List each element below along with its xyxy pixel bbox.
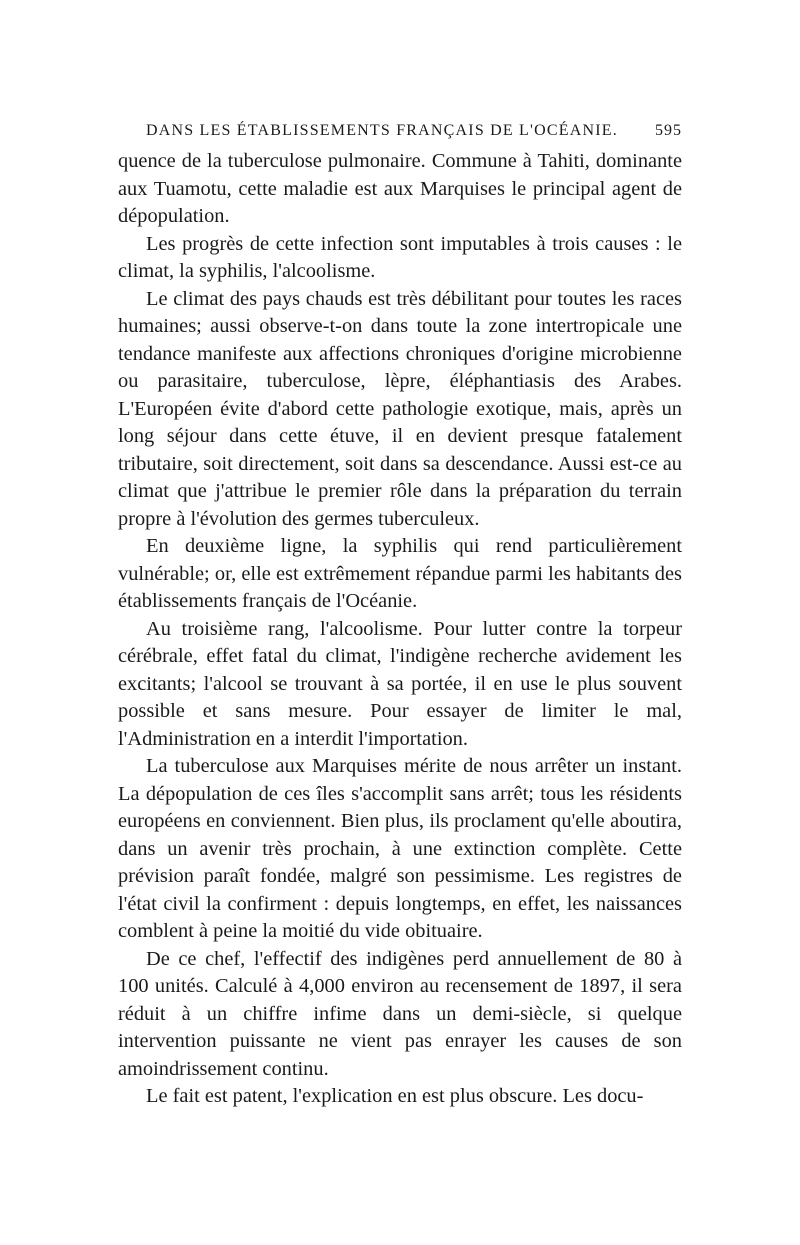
paragraph: De ce chef, l'effectif des indigènes perd annuellement de 80 à 100 unités. Calculé à 4,000 environ au recensement de 1897, il sera réduit à un chiffre infime dans un demi-siècle, si quelque intervention puissante ne vient pas enrayer les causes de son amoindrissement continu. xyxy=(118,947,682,1080)
paragraph: Le climat des pays chauds est très débilitant pour toutes les races humaines; aussi observe-t-on dans toute la zone intertropicale une tendance manifeste aux affections chroniques d'origine microbienne ou parasitaire, tuberculose, lèpre, éléphantiasis des Arabes. L'Européen évite d'abord cette pathologie exotique, mais, après un long séjour dans cette étuve, il en devient presque fatalement tributaire, soit directement, soit dans sa descendance. Aussi est-ce au climat que j'attribue le premier rôle dans la préparation du terrain propre à l'évolution des germes tuberculeux. xyxy=(118,287,682,530)
paragraph: Au troisième rang, l'alcoolisme. Pour lutter contre la torpeur cérébrale, effet fatal du climat, l'indigène recherche avidement les excitants; l'alcool se trouvant à sa portée, il en use le plus souvent possible et sans mesure. Pour essayer de limiter le mal, l'Administration en a interdit l'importation. xyxy=(118,617,682,750)
document-page xyxy=(118,118,682,1111)
paragraph: Les progrès de cette infection sont imputables à trois causes : le climat, la syphilis, l'alcoolisme. xyxy=(118,232,682,282)
body-text xyxy=(118,148,682,1111)
running-head-title: DANS LES ÉTABLISSEMENTS FRANÇAIS DE L'OCÉANIE. xyxy=(146,122,618,139)
page-number: 595 xyxy=(655,122,682,139)
paragraph: Le fait est patent, l'explication en est plus obscure. Les docu- xyxy=(146,1085,644,1107)
paragraph: La tuberculose aux Marquises mérite de nous arrêter un instant. La dépopulation de ces îles s'accomplit sans arrêt; tous les résidents européens en conviennent. Bien plus, ils proclament qu'elle aboutira, dans un avenir très prochain, à une extinction complète. Cette prévision paraît fondée, malgré son pessimisme. Les registres de l'état civil la confirment : depuis longtemps, en effet, les naissances comblent à peine la moitié du vide obituaire. xyxy=(118,755,682,942)
paragraph: En deuxième ligne, la syphilis qui rend particulièrement vulnérable; or, elle est extrêmement répandue parmi les habitants des établissements français de l'Océanie. xyxy=(118,535,682,612)
running-head xyxy=(118,118,682,148)
paragraph: quence de la tuberculose pulmonaire. Commune à Tahiti, dominante aux Tuamotu, cette maladie est aux Marquises le principal agent de dépopulation. xyxy=(118,150,682,227)
